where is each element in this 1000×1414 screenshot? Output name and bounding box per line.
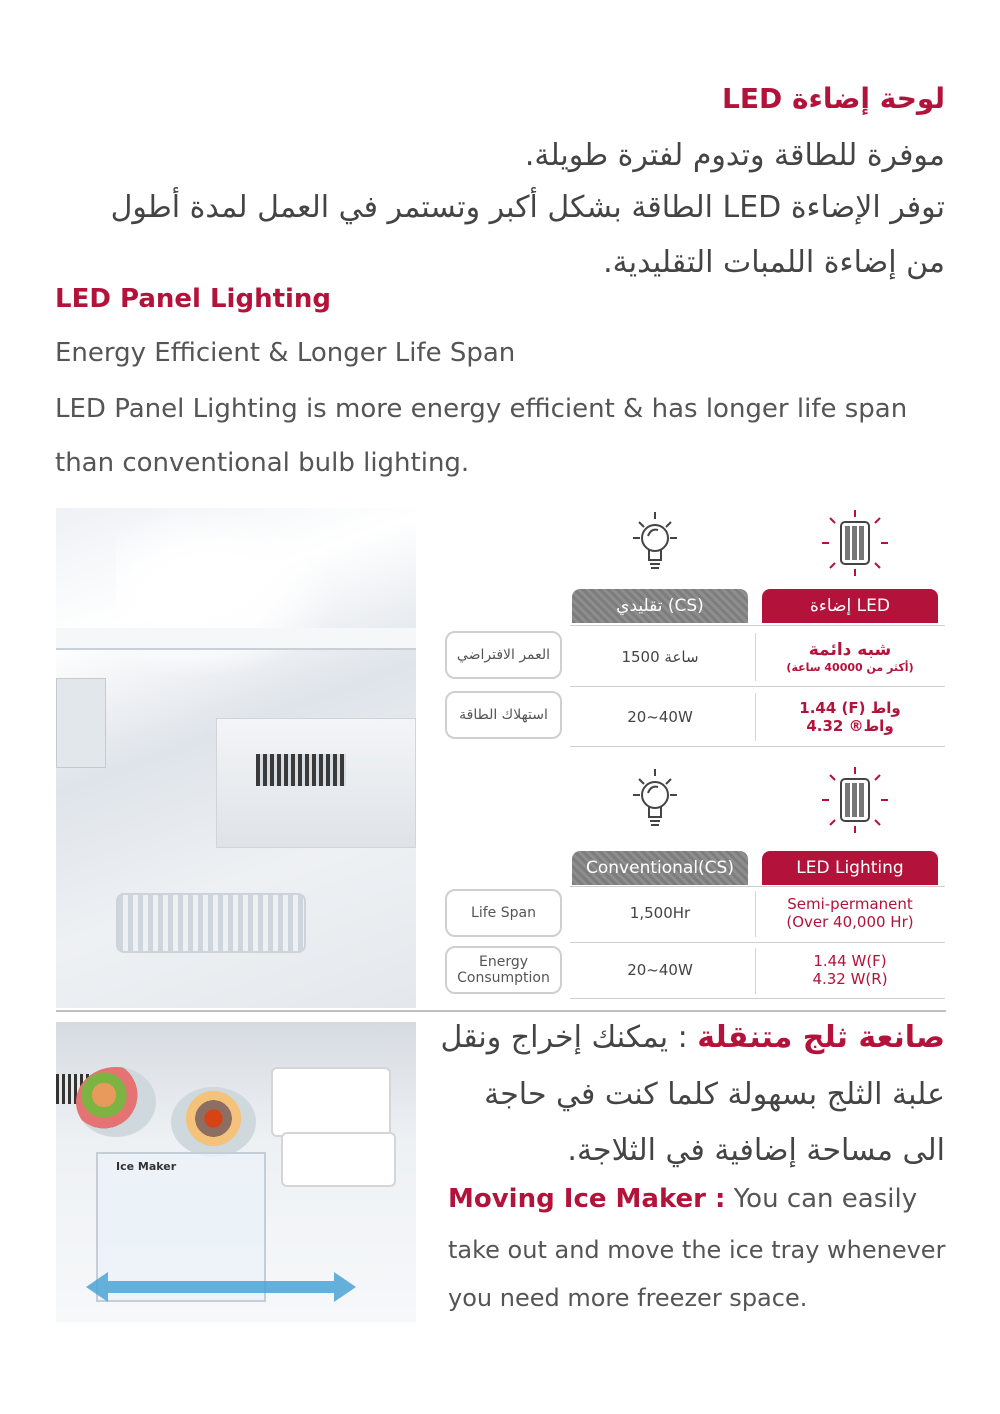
ar-led-body-line2: من إضاءة اللمبات التقليدية. — [603, 245, 945, 280]
cell-led-energy-en-line1: 1.44 W(F) — [813, 952, 887, 970]
ice-ar-line1-rest: : يمكنك إخراج ونقل — [440, 1020, 698, 1055]
led-panel-icon — [820, 765, 890, 835]
cell-cs-energy-ar: 20~40W — [627, 708, 693, 726]
comparison-table-en — [440, 765, 945, 1005]
cell-led-energy-ar-line2: 4.32 ®واط — [806, 717, 894, 735]
ar-led-body-line1: توفر الإضاءة LED الطاقة بشكل أكبر وتستمر في العمل لمدة أطول — [110, 190, 945, 225]
cell-led-lifespan-ar-main: شبه دائمة — [808, 640, 892, 661]
led-fridge-photo — [56, 508, 416, 1008]
ice-en-line2: take out and move the ice tray whenever — [448, 1236, 946, 1264]
en-led-body-line1: LED Panel Lighting is more energy efficient & has longer life span — [55, 394, 908, 424]
row-label-energy-ar: استهلاك الطاقة — [445, 691, 562, 739]
ice-ar-title: صانعة ثلج متنقلة — [697, 1020, 945, 1055]
ice-ar-line2: علبة الثلج بسهولة كلما كنت في حاجة — [484, 1077, 945, 1112]
row-label-lifespan-en: Life Span — [445, 889, 562, 937]
ice-maker-photo — [56, 1022, 416, 1322]
row-label-energy-en-line1: Energy — [478, 953, 528, 970]
ice-ar-line3: الى مساحة إضافية في الثلاجة. — [567, 1133, 945, 1168]
led-panel-icon — [820, 508, 890, 578]
en-led-title: LED Panel Lighting — [55, 284, 332, 314]
header-led-en: LED Lighting — [762, 851, 938, 885]
header-conventional-en: Conventional(CS) — [572, 851, 748, 885]
bulb-icon — [625, 508, 685, 578]
row-label-lifespan-ar: العمر الافتراضي — [445, 631, 562, 679]
section-divider — [56, 1010, 946, 1012]
row-label-energy-en-line2: Consumption — [457, 970, 550, 986]
comparison-table-ar — [440, 508, 945, 748]
cell-led-energy-en-line2: 4.32 W(R) — [812, 970, 888, 988]
en-led-body-line2: than conventional bulb lighting. — [55, 448, 470, 478]
double-arrow-icon — [86, 1272, 356, 1302]
ice-en-title: Moving Ice Maker : — [448, 1184, 726, 1214]
en-led-subtitle: Energy Efficient & Longer Life Span — [55, 338, 516, 368]
ice-en-line1-rest: You can easily — [725, 1184, 918, 1214]
cell-led-lifespan-en — [760, 887, 940, 939]
ar-led-title: لوحة إضاءة LED — [722, 82, 945, 115]
row-label-energy-en — [445, 946, 562, 994]
ice-en-line3: you need more freezer space. — [448, 1284, 808, 1312]
ice-maker-label: Ice Maker — [116, 1160, 177, 1173]
header-led-ar: إضاءة LED — [762, 589, 938, 623]
cell-cs-lifespan-ar: 1500 ساعة — [621, 648, 699, 666]
cell-led-lifespan-ar-sub: (أكثر من 40000 ساعة) — [786, 660, 914, 674]
cell-led-energy-ar — [760, 692, 940, 742]
ice-ar-line1 — [441, 1020, 945, 1055]
cell-cs-lifespan-en: 1,500Hr — [629, 904, 691, 922]
cell-led-lifespan-en-line1: Semi-permanent — [787, 895, 913, 913]
bulb-icon — [625, 765, 685, 835]
cell-led-lifespan-en-line2: (Over 40,000 Hr) — [786, 913, 914, 931]
header-conventional-ar: تقليدي (CS) — [572, 589, 748, 623]
cell-led-energy-ar-line1: 1.44 (F) واط — [799, 699, 901, 717]
cell-cs-energy-en: 20~40W — [627, 961, 693, 979]
ar-led-subtitle: موفرة للطاقة وتدوم لفترة طويلة. — [524, 138, 945, 173]
cell-led-lifespan-ar — [760, 630, 940, 684]
cell-led-energy-en — [760, 945, 940, 995]
ice-en-line1 — [448, 1184, 917, 1214]
